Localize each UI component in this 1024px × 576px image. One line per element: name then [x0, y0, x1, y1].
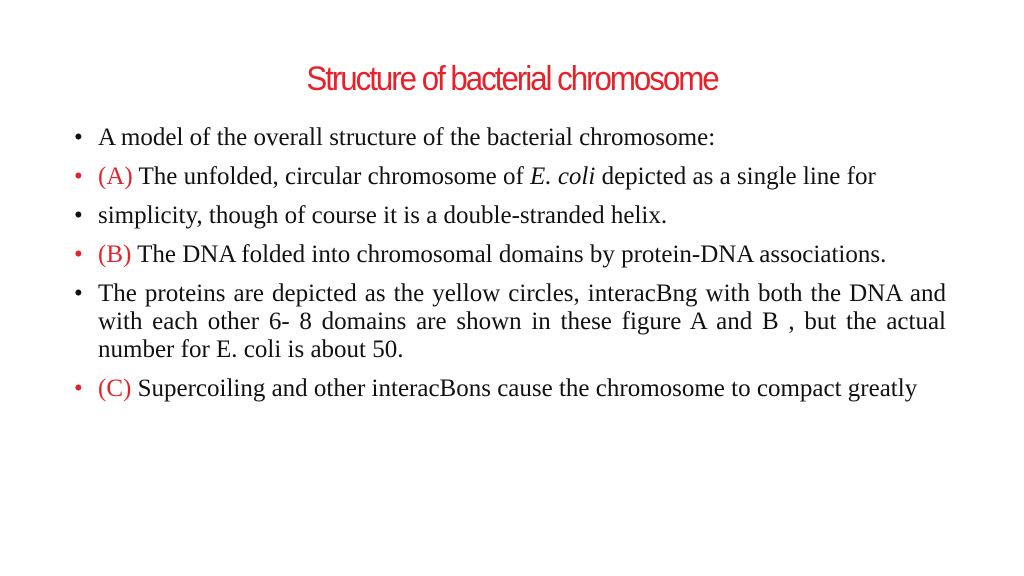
- bullet-label: (C): [98, 375, 132, 402]
- bullet-item: [72, 202, 946, 230]
- bullet-text: The proteins are depicted as the yellow circles, interacBng with both the DNA and with each other 6- 8 domains are shown in these figure A and B , but the actual number for E. coli is about 50.: [98, 280, 946, 363]
- bullet-item: [72, 124, 946, 152]
- bullet-marker: •: [74, 241, 83, 268]
- bullet-italic-text: E. coli: [530, 163, 596, 190]
- bullet-text: A model of the overall structure of the bacterial chromosome:: [98, 124, 716, 151]
- bullet-text: depicted as a single line for: [595, 163, 876, 190]
- bullet-item: [72, 241, 946, 269]
- bullet-text: The unfolded, circular chromosome of: [132, 163, 531, 190]
- bullet-marker: •: [74, 375, 83, 402]
- bullet-text: Supercoiling and other interacBons cause the chromosome to compact greatly: [131, 375, 918, 402]
- bullet-item: [72, 375, 946, 403]
- bullet-item: [72, 280, 946, 364]
- slide-title: Structure of bacterial chromosome: [306, 60, 718, 98]
- bullet-marker: •: [74, 124, 83, 151]
- bullet-text: simplicity, though of course it is a double-stranded helix.: [98, 202, 668, 229]
- bullet-marker: •: [74, 163, 83, 190]
- bullet-label: (B): [98, 241, 132, 268]
- bullet-marker: •: [74, 202, 83, 229]
- bullet-label: (A): [98, 163, 133, 190]
- bullet-item: [72, 163, 946, 191]
- bullet-marker: •: [74, 280, 83, 307]
- bullet-text: The DNA folded into chromosomal domains by protein-DNA associations.: [131, 241, 887, 268]
- bullet-list: [72, 124, 946, 414]
